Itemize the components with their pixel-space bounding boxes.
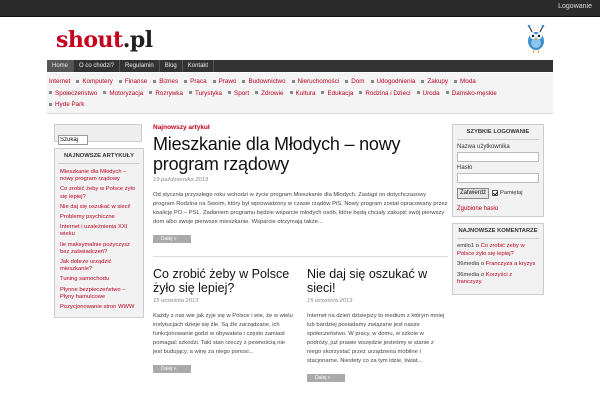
bullet-icon: [153, 80, 156, 83]
bird-mascot-icon: [524, 21, 548, 55]
category-label: Moda: [460, 78, 476, 85]
main-content: [153, 124, 448, 417]
category-label: Motoryzacja: [109, 89, 144, 97]
password-input[interactable]: [457, 173, 539, 183]
category-link[interactable]: [153, 76, 178, 88]
category-label: Komputery: [82, 78, 113, 85]
nav-contact[interactable]: Kontakt: [183, 60, 214, 72]
category-link[interactable]: [345, 76, 364, 88]
latest-article-link[interactable]: Tuning samochodu: [60, 276, 110, 283]
category-link[interactable]: [421, 76, 448, 88]
latest-article-link[interactable]: Ile maksymalnie pożyczysz bez zaświadczeń?: [60, 241, 130, 255]
category-link[interactable]: [290, 88, 316, 100]
search-input[interactable]: [58, 135, 88, 145]
latest-articles-widget: [54, 148, 144, 318]
post-title[interactable]: Co zrobić żeby w Polsce żyło się lepiej?: [153, 267, 290, 295]
category-label: Internet: [49, 78, 71, 85]
comment-author: 36media: [457, 261, 480, 267]
category-label: Damsko-męskie: [451, 89, 497, 97]
bullet-icon: [321, 91, 324, 94]
category-link[interactable]: [49, 88, 97, 100]
bullet-icon: [290, 91, 293, 94]
comments-title: NAJNOWSZE KOMENTARZE: [457, 228, 539, 239]
comment-author: emilo1: [457, 243, 475, 249]
category-label: Społeczeństwo: [55, 89, 98, 97]
category-link[interactable]: [49, 76, 70, 88]
bullet-icon: [213, 80, 216, 83]
bullet-icon: [49, 91, 52, 94]
latest-article-link[interactable]: Co zrobić żeby w Polsce żyło się lepiej?: [60, 186, 136, 200]
featured-date: 19 października 2013: [153, 177, 209, 183]
comments-widget: [452, 223, 544, 295]
comment-author: 36media: [457, 271, 480, 278]
latest-article-link[interactable]: Jak dobrze urządzić mieszkanie?: [60, 259, 112, 273]
comment-connector: o: [480, 271, 485, 278]
category-link[interactable]: [321, 88, 353, 100]
category-link[interactable]: [454, 76, 476, 88]
category-label: Edukacja: [327, 89, 354, 97]
divider: [153, 256, 448, 257]
bullet-icon: [119, 80, 122, 83]
bullet-icon: [149, 91, 152, 94]
password-label: Hasło: [457, 165, 473, 171]
nav-about[interactable]: O co chodzi?: [74, 60, 120, 72]
category-link[interactable]: [417, 88, 440, 100]
category-label: Biznes: [159, 78, 179, 85]
category-label: Udogodnienia: [376, 78, 416, 85]
comment-post-link[interactable]: Korzyści z franczyzy.: [457, 271, 513, 285]
remember-checkbox[interactable]: [492, 190, 498, 196]
latest-article-link[interactable]: Nie daj się oszukać w sieci!: [60, 203, 131, 210]
latest-article-link[interactable]: Problemy psychiczne: [60, 214, 115, 221]
main-nav: [47, 60, 553, 72]
category-link[interactable]: [446, 88, 497, 100]
category-link[interactable]: [119, 76, 147, 88]
featured-rubric: Najnowszy artykuł: [153, 124, 210, 131]
bullet-icon: [454, 80, 457, 83]
latest-article-link[interactable]: Płynne bezpieczeństwo – Płyny hamulcowe: [60, 286, 126, 300]
category-label: Zdrowie: [261, 89, 284, 97]
category-link[interactable]: [292, 76, 340, 88]
latest-article-link[interactable]: Mieszkanie dla Młodych – nowy program rządowy: [60, 169, 127, 183]
nav-rules[interactable]: Regulamin: [120, 60, 160, 72]
bullet-icon: [76, 80, 79, 83]
post-title[interactable]: Nie daj się oszukać w sieci!: [307, 267, 428, 295]
category-label: Finanse: [124, 78, 148, 85]
bullet-icon: [242, 80, 245, 83]
login-widget: [452, 124, 544, 217]
top-bar: [0, 0, 600, 17]
bullet-icon: [359, 91, 362, 94]
category-label: Sport: [234, 89, 250, 97]
category-link[interactable]: [149, 88, 183, 100]
logo-tld: .pl: [122, 27, 153, 53]
category-label: Budownictwo: [248, 78, 286, 85]
login-link[interactable]: Logowanie: [558, 3, 592, 10]
username-label: Nazwa użytkownika: [457, 144, 510, 150]
bullet-icon: [228, 91, 231, 94]
category-label: Hyde Park: [55, 101, 85, 108]
category-link[interactable]: [184, 76, 206, 88]
category-link[interactable]: [76, 76, 112, 88]
category-link[interactable]: [359, 88, 410, 100]
category-label: Rozrywka: [155, 89, 183, 97]
category-link[interactable]: [371, 76, 416, 88]
category-link[interactable]: [228, 88, 249, 100]
username-input[interactable]: [457, 152, 539, 162]
latest-article-link[interactable]: Internet i uzależnienia XXI wieku: [60, 224, 128, 238]
site-logo[interactable]: [56, 28, 153, 52]
comment-post-link[interactable]: Franczyza a kryzys: [485, 261, 536, 267]
category-label: Nieruchomości: [297, 78, 340, 85]
comment-item: [457, 272, 539, 287]
bullet-icon: [292, 80, 295, 83]
featured-more-button[interactable]: Dalej »: [153, 235, 191, 243]
post-card: [153, 267, 293, 375]
bullet-icon: [417, 91, 420, 94]
login-title: SZYBKIE LOGOWANIE: [457, 129, 539, 140]
category-label: Turystyka: [194, 89, 223, 97]
bullet-icon: [49, 103, 52, 106]
nav-home[interactable]: Home: [47, 60, 74, 72]
bullet-icon: [103, 91, 106, 94]
category-label: Kultura: [295, 89, 316, 97]
latest-article-link[interactable]: Pozycjonowanie stron WWW: [60, 304, 135, 311]
bullet-icon: [446, 91, 449, 94]
category-link[interactable]: [213, 76, 237, 88]
header: [0, 17, 600, 59]
post-excerpt: Internet na dzień dzisiejszy to medium z którym mniej lub bardziej posiadamy związane jest nasze społeczeństwo. W pracy, w domu, w szkole w podróży, już prawie wszędzie jesteśmy w stanie z niego skorzystać przez urządzenia mobilne i stacjonarne. Niestety co za tym idzie, świat...: [307, 313, 445, 364]
bullet-icon: [189, 91, 192, 94]
remember-label: Pamiętaj: [500, 190, 523, 196]
left-sidebar: [54, 124, 144, 318]
category-label: Praca: [190, 78, 207, 85]
category-label: Zakupy: [427, 78, 449, 85]
right-sidebar: [452, 124, 544, 301]
category-label: Prawo: [218, 78, 237, 85]
post-more-button[interactable]: Dalej »: [307, 374, 345, 382]
latest-articles-title: NAJNOWSZE ARTYKUŁY: [58, 153, 140, 164]
comment-item: [457, 243, 539, 258]
post-date: 15 września 2013: [153, 298, 199, 304]
nav-blog[interactable]: Blog: [160, 60, 183, 72]
search-box: [54, 124, 142, 142]
post-date: 15 września 2013: [307, 298, 353, 304]
comment-item: [457, 261, 539, 269]
category-label: Rodzina i Dzieci: [365, 89, 411, 97]
bullet-icon: [345, 80, 348, 83]
post-excerpt: Każdy z nas wie jak żyje się w Polsce i wie, że w wielu instytucjach dzieje się źle. Są źle zarządzane, ich funkcjonowanie godzi w obywatela i często zamiast pomagać szkodzi. Taki stan rzeczy z pewnością nie jest budujący, a winę za niego ponosi...: [153, 313, 293, 355]
comment-connector: o: [475, 243, 479, 249]
category-label: Uroda: [422, 89, 440, 97]
post-more-button[interactable]: Dalej »: [153, 365, 191, 373]
comment-connector: o: [480, 261, 485, 267]
category-link[interactable]: [49, 99, 84, 111]
bullet-icon: [184, 80, 187, 83]
category-bar: [47, 73, 553, 114]
featured-excerpt: Od stycznia przyszłego roku wchodzi w życie program Mieszkanie dla Młodych. Zastąpi on dotychczasowy program Rodzina na Swoim, który był wprowadzony w czasie rządów PiS. Nowy program został opracowany przez koalicję PO – PSL. Zadaniem programu będzie wsparcie młodych osób, które będą chciały zakupić swój pierwszy dom albo swoje pierwsze mieszkanie. Wsparcie otrzymają także...: [153, 192, 448, 225]
forgot-password-link[interactable]: Zgubione hasło: [457, 206, 499, 212]
category-link[interactable]: [255, 88, 283, 100]
category-label: Dom: [351, 78, 365, 85]
post-card: [307, 267, 447, 384]
comment-post-link[interactable]: Co zrobić żeby w Polsce żyło się lepiej?: [457, 243, 525, 257]
featured-title[interactable]: Mieszkanie dla Młodych – nowy program rządowy: [153, 134, 401, 174]
category-link[interactable]: [189, 88, 222, 100]
login-submit-button[interactable]: Zatwierdź: [457, 188, 489, 199]
bullet-icon: [421, 80, 424, 83]
category-link[interactable]: [103, 88, 143, 100]
category-link[interactable]: [242, 76, 285, 88]
logo-brand: shout: [56, 27, 123, 53]
bullet-icon: [371, 80, 374, 83]
bullet-icon: [255, 91, 258, 94]
